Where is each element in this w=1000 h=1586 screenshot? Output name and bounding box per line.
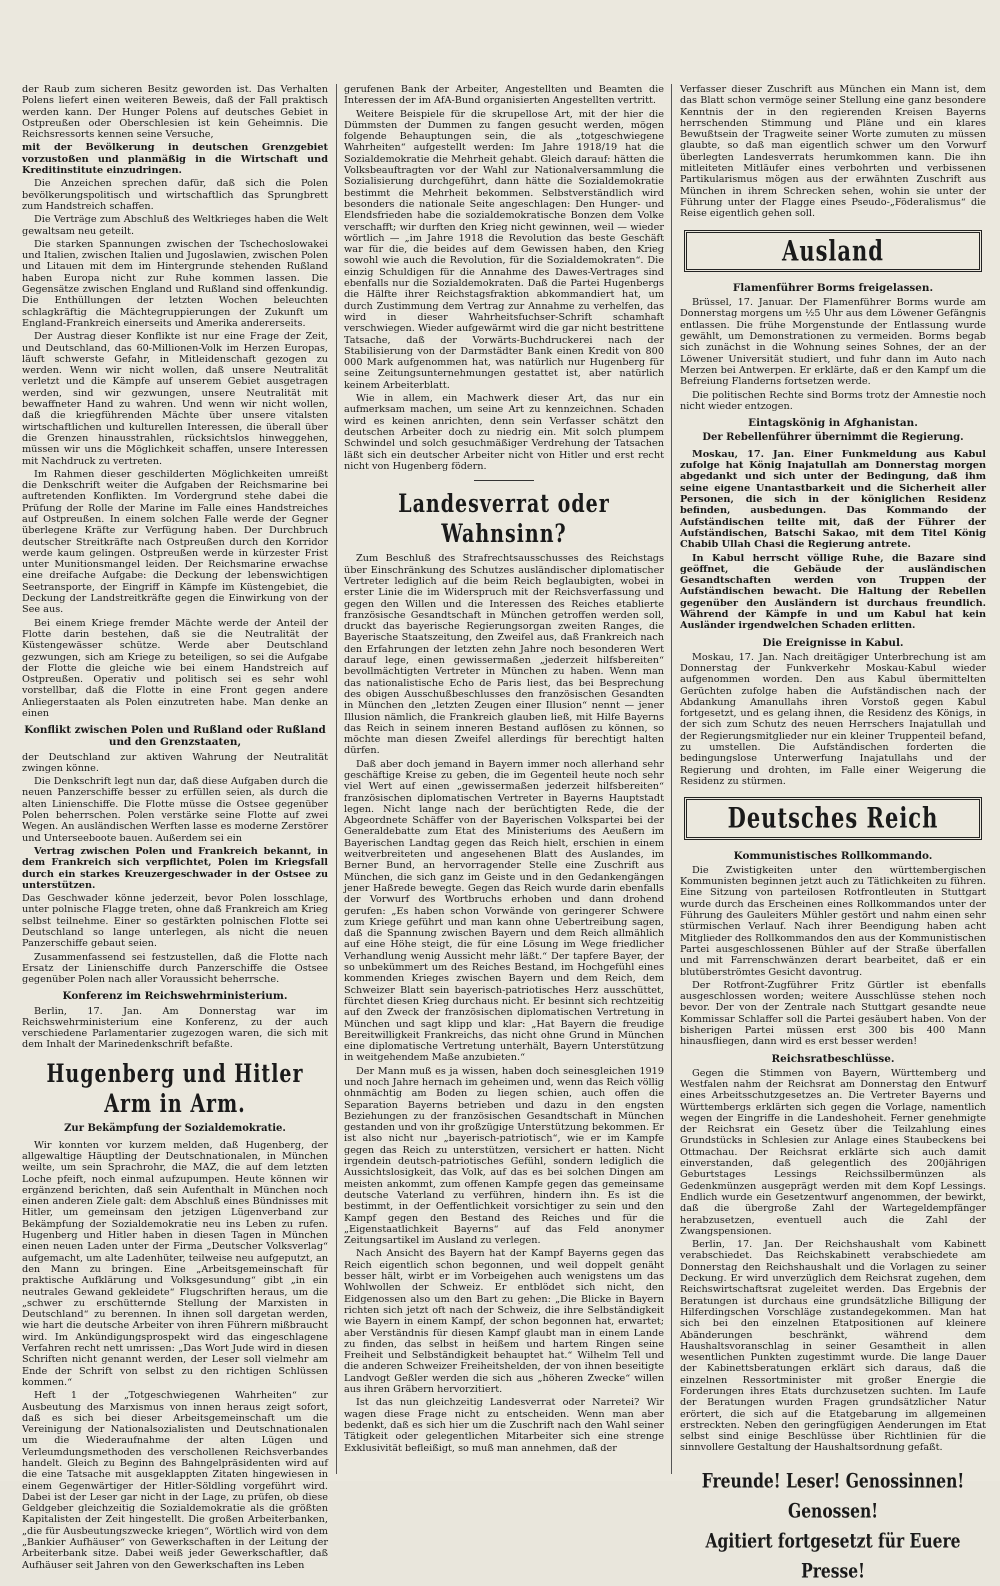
subheading: Konflikt zwischen Polen und Rußland oder Rußland und den Grenzstaaten, [24, 724, 326, 749]
column-rule [671, 84, 672, 1474]
section-header: Deutsches Reich [727, 800, 939, 835]
paragraph: Heft 1 der „Totgeschwiegenen Wahrheiten“ zur Ausbeutung des Marxismus von innen heraus zeigt sofort, daß es sich bei dieser Arbeitsgemeinschaft um die Vereinigung der Nationalsozialisten und Deutschnationalen um die Wiederaufnahme der alten Lügen und Verleumdungsmethoden des verschollenen Reichsverbandes handelt. Gleich zu Beginn des Bahngelpräsidenten wird auf die eine Tatsache mit ausgeklappten Zitaten hingewiesen in einem Gegenwärtiger der Hitler-Söldling vorgeführt wird. Dabei ist der Leser gar nicht in der Lage, zu prüfen, ob diese Geldgeber gleichzeitig die Sozialdemokratie als die größten Kapitalisten der Zeit hingestellt. Die großen Arbeiterbanken, „die für Ausbeutungszwecke kriegen“, Wörtlich wird von dem „Bankier Aufhäuser“ von Gewerkschaften in der Leitung der Arbeiterbank sitze. Dabei weiß jeder Gewerkschaftler, daß Aufhäuser seit Jahren von den Gewerkschaften ins Leben [22, 1390, 328, 1571]
paragraph: der Deutschland zur aktiven Wahrung der Neutralität zwingen könne. [22, 751, 328, 774]
subheading: Die Ereignisse in Kabul. [762, 636, 904, 649]
paragraph: Wie in allem, ein Machwerk dieser Art, das nur ein aufmerksam machen, um seine Art zu kennzeichnen. Schaden wird es keinen anrichten, denn sein Verfasser schätzt den deutschen Arbeiter doch zu niedrig ein. Mit solch plumpem Schwindel und solch gesuchmäßiger Verdrehung der Tatsachen läßt sich ein deutscher Arbeiter nicht von Hitler und erst recht nicht von Hugenberg födern. [344, 393, 664, 472]
paragraph: Ist das nun gleichzeitig Landesverrat oder Narretei? Wir wagen diese Frage nicht zu entscheiden. Wenn man aber bedenkt, daß es sich hier um die Zuschrift nach den Wahl seiner Tätigkeit oder gelegentlichen Mitarbeiter sich eine strenge Exklusivität befleißigt, so muß man annehmen, daß der [344, 1397, 664, 1454]
paragraph: Berlin, 17. Jan. Am Donnerstag war im Reichswehrministerium eine Konferenz, zu der auch verschiedene Parlamentarier zugezogen waren, die sich mit dem Inhalt der Marinedenkschrift befaßte. [22, 1005, 328, 1051]
article-title: Hugenberg und Hitler Arm in Arm. [46, 1059, 304, 1119]
paragraph: Im Rahmen dieser geschilderten Möglichkeiten umreißt die Denkschrift weiter die Aufgaben der Reichsmarine bei auftretenden Konflikten. Im Vordergrund stehe dabei die Prüfung der Rolle der Marine im Falle eines Handstreiches auf Ostpreußen. In einem solchen Falle werde der Gegner überlegene Kräfte zur Verfügung haben. Der Durchbruch deutscher Streitkräfte nach Ostpreußen durch den Korridor werde kaum gelingen. Ostpreußen werde in kürzester Frist unter Munitionsmangel leiden. Der Reichsmarine erwachse eine dreifache Aufgabe: die Deckung der lebenswichtigen Seetransporte, der Eingriff in Kämpfe im Küstengebiet, die Deckung der Landstreitkräfte gegen die Einwirkung von der See aus. [22, 468, 328, 616]
subheading: Flamenführer Borms freigelassen. [732, 282, 934, 295]
section-header: Ausland [782, 232, 884, 267]
article-title: Landesverrat oder Wahnsinn? [398, 489, 610, 549]
subheading: Kommunistisches Rollkommando. [733, 849, 933, 862]
paragraph: Zum Beschluß des Strafrechtsausschusses des Reichstags über Einschränkung des Schutzes ausländischer diplomatischer Vertreter lediglich auf die beim Reich beglaubigten, wobei in erster Linie die im Widerspruch mit der Reichsverfassung und gegen den Willen und die Interessen des Reiches etablierte französische Gesandtschaft in München getroffen werden soll, druckt das bayerische Regierungsorgan zweiten Ranges, die Bayerische Staatszeitung, den Zweifel aus, daß Frankreich nach den Erfahrungen der letzten zehn Jahre noch besonderen Wert darauf lege, einen gewissermaßen „jederzeit hilfsbereiten“ bevollmächtigten Vertreter in München zu haben. Wenn man das nationalistische Echo de Paris liest, das bei Besprechung des obigen Ausschußbeschlusses den französischen Gesandten in München den „letzten Zeugen einer Illusion“ nennt — jener Illusion nämlich, die Frankreich glauben ließ, mit Hilfe Bayerns das Reich in seinem inneren Bestand auflösen zu können, so möchte man diesen Zweifel allerdings für berechtigt halten dürfen. [344, 553, 664, 757]
column-middle [344, 84, 664, 1474]
subheading: Reichsratbeschlüsse. [771, 1052, 895, 1065]
paragraph: Wir konnten vor kurzem melden, daß Hugenberg, der allgewaltige Häuptling der Deutschnationalen, in München weilte, um sein Sprachrohr, die MAZ, die auf dem letzten Loche pfeift, noch einmal aufzupumpen. Heute können wir ergänzend berichten, daß sein Aufenthalt in München noch einen anderen Ziele galt: dem Abschluß eines Bündnisses mit Hitler, um gemeinsam den jetzigen Lügenverband zur Bekämpfung der Sozialdemokratie neu ins Leben zu rufen. Hugenberg und Hitler haben in diesen Tagen in München einen neuen Laden unter der Firma „Deutscher Volksverlag“ aufgemacht, um alte Ladenhüter, teilweise neu aufgeputzt, an den Mann zu bringen. Eine „Arbeitsgemeinschaft für praktische Aufklärung und Volksgesundung“ gibt „in ein neutrales Gewand gekleidete“ Flugschriften heraus, um die „schwer zu erschütternde Stellung der Marxisten in Deutschland“ zu berennen. In ihnen soll dargetan werden, wie hart die deutsche Arbeiter von ihren Führern mißbraucht wird. Im Ankündigungsprospekt wird das eingeschlagene Verfahren recht nett umrissen: „Das Wort Jude wird in diesen Schriften nicht genannt werden, der Leser soll vielmehr am Ende der Schrift von selbst zu den richtigen Schlüssen kommen.“ [22, 1139, 328, 1388]
paragraph: Weitere Beispiele für die skrupellose Art, mit der hier die Dümmsten der Dummen zu fangen gesucht werden, mögen folgende Behauptungen sein, die als „totgeschwiegene Wahrheiten“ aufgestellt werden: Im Jahre 1918/19 hat die Sozialdemokratie die Mehrheit gehabt. Gleich darauf: hätten die Volksbeauftragten vor der Wahl zur Nationalversammlung die Sozialisierung durchgeführt, dann hätte die Sozialdemokratie bestimmt die Mehrheit bekommen. Selbstverständlich wird besonders die nationale Seite angeschlagen: Den Hunger- und Elendsfrieden habe die sozialdemokratische Bonzen dem Volke verschafft; wir durften den Krieg nicht gewinnen, weil — wieder wörtlich — „im Jahre 1918 die Revolution das beste Geschäft war für die, die beides auf dem Gewissen haben, den Krieg sowohl wie auch die Revolution, für die Sozialdemokraten“. Die einzig Schuldigen für die Annahme des Dawes-Vertrages sind ebenfalls nur die Sozialdemokraten. Daß die Partei Hugenbergs die Hälfte ihrer Reichstagsfraktion abkommandiert hat, um durch Zustimmung dem Vertrag zur Annahme zu verhelfen, das wird in dieser Wahrheitsfuchser-Schrift schamhaft verschwiegen. Wieder aufgewärmt wird die gar nicht bestrittene Tatsache, daß der Vorwärts-Buchdruckerei nach der Stabilisierung von der Darmstädter Bank einen Kredit von 800 000 Mark aufgenommen hat, was natürlich nur Hugenberg für seine Zeitungsunternehmungen gestattet ist, aber natürlich keinem Arbeiterblatt. [344, 108, 664, 391]
paragraph: Zusammenfassend sei festzustellen, daß die Flotte nach Ersatz der Linienschiffe durch Panzerschiffe die Ostsee gegenüber Polen nach aller Voraussicht beherrsche. [22, 951, 328, 986]
paragraph: Daß aber doch jemand in Bayern immer noch allerhand sehr geschäftige Kreise zu geben, die im Gegenteil heute noch sehr viel Wert auf einen „gewissermaßen jederzeit hilfsbereiten“ französischen diplomatischen Vertreter in Bayerns Hauptstadt legen. Nicht lange nach der berüchtigten Rede, die der Abgeordnete Schäffer von der Bayerischen Volkspartei bei der Generaldebatte zum Etat des Ministeriums des Aeußern im Bayerischen Landtag gegen das Reich hielt, erschien in einem weitverbreiteten und angesehenen Blatt des Auslandes, im Berner Bund, an hervorragender Stelle eine Zuschrift aus München, die sich ganz im Geiste und in den Gedankengängen jener Haßrede bewegte. Gegen das Reich wurde darin ebenfalls der Vorwurf des Wortbruchs erhoben und dann drohend gerufen: „Es haben schon Vorwände von geringerer Schwere zum Kriege geführt und man kann ohne Uebertreibung sagen, daß die Spannung zwischen Bayern und dem Reich allmählich auf eine Höhe steigt, die für eine Lösung im Wege friedlicher Verhandlung wenig Aussicht mehr läßt.“ Der tapfere Bayer, der so unbekümmert um des Reiches Bestand, im Hochgefühl eines kommenden Krieges zwischen Bayern und dem Reich, dem Schweizer Blatt sein bayerisch-patriotisches Herz ausschüttet, fürchtet diesen Krieg durchaus nicht. Er besinnt sich rechtzeitig auf den Zweck der französischen diplomatischen Vertretung in München und sagt klipp und klar: „Hat Bayern die freudige Bereitwilligkeit Frankreichs, das nicht ohne Grund in München eine diplomatische Vertretung unterhält, Bayern Unterstützung in weitgehendem Maße anzubieten.“ [344, 758, 664, 1064]
separator [474, 480, 534, 481]
paragraph: Die Verträge zum Abschluß des Weltkrieges haben die Welt gewaltsam neu geteilt. [22, 214, 328, 237]
paragraph: der Raub zum sicheren Besitz geworden ist. Das Verhalten Polens liefert einen weiteren Beweis, daß der Fall praktisch werden kann. Der Hunger Polens auf deutsches Gebiet in Ostpreußen oder Oberschlesien ist kein Geheimnis. Die Reichsressorts kennen seine Versuche, [22, 84, 328, 141]
paragraph: Der Rotfront-Zugführer Fritz Gürtler ist ebenfalls ausgeschlossen worden; weitere Ausschlüsse stehen noch bevor. Der von der Zentrale nach Stuttgart gesandte neue Kommissar Schlaffer soll die Partei gesäubert haben. Von der bisherigen Partei müssen erst 300 bis 400 Mann hinausfliegen, dann wird es erst besser werden! [680, 979, 986, 1048]
column-right [680, 84, 986, 1583]
paragraph: Der Mann muß es ja wissen, haben doch seinesgleichen 1919 und noch Jahre hernach im geheimen und, wenn das Reich völlig ohnmächtig am Boden zu liegen schien, auch offen die Separation Bayerns betrieben und dazu in den engsten Beziehungen zu der französischen Gesandtschaft in München gestanden und von ihr großzügige Unterstützung bekommen. Er ist also nicht nur „bayerisch-patriotisch“, wie er im Kampfe gegen das Reich zu unterstützen, versichert er hatten. Nicht irgendein deutsch-patriotisches Gefühl, sondern lediglich die Aussichtslosigkeit, das Volk, auf das es bei solchen Dingen am meisten ankommt, zum offenen Kampfe gegen das gemeinsame deutsche Vaterland zu verführen, hindern ihn. Es ist die bestimmt, in der Oeffentlichkeit vorsichtiger zu sein und den Kampf gegen den Bestand des Reiches und für die „Eigenstaatlichkeit Bayerns“ auf das Feld anonymer Zeitungsartikel im Ausland zu verlegen. [344, 1065, 665, 1247]
paragraph-bold: In Kabul herrscht völlige Ruhe, die Bazare sind geöffnet, die Gebäude der ausländischen Gesandtschaften werden von Truppen der Aufständischen bewacht. Die Haltung der Rebellen gegenüber den Ausländern ist durchaus freundlich. Während der Kämpfe in und um Kabul hat kein Ausländer irgendwelchen Schaden erlitten. [680, 552, 986, 632]
paragraph: Die Zwistigkeiten unter den württembergischen Kommunisten beginnen jetzt auch zu Tätlichkeiten zu führen. Eine Sitzung von parteilosen Rotfrontleuten in Stuttgart wurde durch das Erscheinen eines Rollkommandos unter der Führung des Gauleiters Mühler gestört und nahm einen sehr stürmischen Verlauf. Nach ihrer Beendigung haben acht Mitglieder des Rollkommandos den aus der Kommunistischen Partei ausgeschlossenen Bühler auf der Straße überfallen und mit Farrenschwänzen derart bearbeitet, daß er ein blutüberströmtes Gesicht davontrug. [680, 864, 986, 978]
paragraph: Die Anzeichen sprechen dafür, daß sich die Polen bevölkerungspolitisch und wirtschaftlich das Sprungbrett zum Handstreich schaffen. [22, 178, 328, 212]
paragraph: Verfasser dieser Zuschrift aus München ein Mann ist, dem das Blatt schon vermöge seiner Stellung eine ganz besondere Kenntnis der in den regierenden Kreisen Bayerns herrschenden Stimmung und Pläne und ein klares Bewußtsein der Tragweite seiner Worte zumuten zu müssen glaubte, so daß man eigentlich schwer um den Vorwurf überlegten Landesverrats herumkommen kann. Die ihn mitleiteten Mitläufer eines verbohrten und verbissenen Partikularismus mögen aus der erwähnten Zuschrift aus München in ihrem Schrecken sehen, wohin sie unter der Führung unter der Flagge eines Pseudo-„Föderalismus“ die Reise eigentlich gehen soll. [680, 84, 986, 220]
paragraph: Berlin, 17. Jan. Der Reichshaushalt vom Kabinett verabschiedet. Das Reichskabinett verabschiedete am Donnerstag den Reichshaushalt und die Vorlagen zu seiner Deckung. Er wird unverzüglich dem Reichsrat zugehen, dem Reichswirtschaftsrat zugeleitet werden. Das Ergebnis der Beratungen ist durchaus eine grundsätzliche Billigung der Hilferdingschen Vorschläge zustandegekommen. Man hat sich bei den einzelnen Etatpositionen auf kleinere Abänderungen beschränkt, während dem Haushaltsvoranschlag in seiner Gesamtheit in allen wesentlichen Punkten zugestimmt wurde. Die lange Dauer der Kabinettsberatungen erklärt sich daraus, daß die einzelnen Ressortminister mit großer Energie die Forderungen ihres Etats durchzusetzen suchten. Im Laufe der Beratungen wurden Fragen grundsätzlicher Natur erörtert, die sich auf die Etatgebarung im allgemeinen erstreckten. Neben den geringfügigen Aenderungen im Etat selbst sind einige Beschlüsse über Richtlinien für die sinnvollere Gestaltung der Haushaltsordnung gefaßt. [680, 1239, 986, 1454]
article-subtitle: Zur Bekämpfung der Sozialdemokratie. [64, 1123, 286, 1135]
column-rule [336, 84, 337, 1474]
paragraph: Gegen die Stimmen von Bayern, Württemberg und Westfalen nahm der Reichsrat am Donnerstag den Entwurf eines Arbeitsschutzgesetzes an. Die Vertreter Bayerns und Württembergs erklärten sich gegen die Vorlage, namentlich wegen der Eingriffe in die Landeshoheit. Ferner genehmigte der Reichsrat ein Gesetz über die Teilzahlung eines Grundstücks in Schlesien zur Anlage eines Staubeckens bei Ottmachau. Der Reichsrat erklärte sich auch damit einverstanden, daß gelegentlich des 200jährigen Geburtstages Lessings Reichssilbermünzen als Gedenkmünzen ausgeprägt werden mit dem Kopf Lessings. Endlich wurde ein Gesetzentwurf angenommen, der bewirkt, daß die übergroße Zahl der Wartegeldempfänger herabzusetzen, eventuell auch die Zahl der Zwangspensionen. [680, 1067, 986, 1237]
paragraph: Brüssel, 17. Januar. Der Flamenführer Borms wurde am Donnerstag morgens um ½5 Uhr aus dem Löwener Gefängnis entlassen. Die frühe Morgenstunde der Entlassung wurde gewählt, um Demonstrationen zu vermeiden. Borms begab sich zunächst in die Wohnung seines Sohnes, der an der Löwener Universität studiert, und fuhr dann im Auto nach Merzen bei Antwerpen. Er erklärte, daß er den Kampf um die Befreiung Flanderns fortsetzen werde. [680, 297, 986, 388]
paragraph: Moskau, 17. Jan. Nach dreitägiger Unterbrechung ist am Donnerstag der Funkverkehr Moskau-Kabul wieder aufgenommen worden. Den aus Kabul übermittelten Gerüchten zufolge haben die Aufständischen nach der Abdankung Amanullahs ihren Vorstoß gegen Kabul fortgesetzt, und es gelang ihnen, die Residenz des Königs, in der sich zum Schutz des neuen Herrschers Inajatullah und der Regierungsmitglieder nur ein kleiner Truppenteil befand, zu umstellen. Die Aufständischen forderten die bedingungslose Unterwerfung Inajatullahs und der Regierung und drohten, im Falle einer Weigerung die Residenz zu stürmen. [680, 651, 986, 787]
paragraph: Die starken Spannungen zwischen der Tschechoslowakei und Italien, zwischen Italien und Jugoslawien, zwischen Polen und Litauen mit dem im Hintergrunde stehenden Rußland haben Europa nicht zur Ruhe kommen lassen. Die Gegensätze zwischen England und Rußland sind offenkundig. Die Enthüllungen der letzten Wochen beleuchten schlagkräftig die Mächtegruppierungen der Zukunft um England-Frankreich einerseits und Amerika andererseits. [22, 238, 328, 329]
section-header-box [684, 230, 982, 272]
section-header-box [684, 797, 982, 839]
paragraph: Die Denkschrift legt nun dar, daß diese Aufgaben durch die neuen Panzerschiffe besser zu erfüllen seien, als durch die alten Linienschiffe. Die Flotte müsse die Ostsee gegenüber Polen beherrschen. Polen verstärke seine Flotte auf zwei Wegen. An ausländischen Werften lasse es moderne Zerstörer und Unterseeboote bauen. Außerdem sei ein [22, 776, 328, 844]
subheading: Konferenz im Reichswehrministerium. [62, 990, 288, 1003]
appeal-banner [680, 1466, 986, 1586]
column-left [22, 84, 328, 1571]
subheading: Eintagskönig in Afghanistan. [748, 417, 918, 430]
paragraph: Bei einem Kriege fremder Mächte werde der Anteil der Flotte darin bestehen, daß sie die Neutralität der Küstengewässer schütze. Werde aber Deutschland gezwungen, sich am Kriege zu beteiligen, so sei die Aufgabe der Flotte die gleiche wie bei einem Handstreich auf Ostpreußen. Operativ und politisch sei es sehr wohl vorstellbar, daß die Flotte in eine Front gegen andere Anliegerstaaten als Polen einzutreten habe. Man denke an einen [22, 617, 328, 720]
paragraph: gerufenen Bank der Arbeiter, Angestellten und Beamten die Interessen der im AfA-Bund organisierten Angestellten vertritt. [344, 84, 664, 107]
paragraph-bold: mit der Bevölkerung in deutschen Grenzgebiet vorzustoßen und planmäßig in die Wirtschaft und Kreditinstitute einzudringen. [22, 142, 328, 177]
paragraph-bold: Moskau, 17. Jan. Einer Funkmeldung aus Kabul zufolge hat König Inajatullah am Donnerstag morgen abgedankt und sich unter der Bedingung, daß ihm seine eigene Unantastbarkeit und die Sicherheit aller Personen, die sich in der königlichen Residenz befinden, ausbedungen. Das Kommando der Aufständischen teilte mit, daß der Führer der Aufständischen, Batschi Sakao, mit dem Titel König Chabib Ullah Chasi die Regierung antrete. [680, 448, 986, 551]
paragraph: Nach Ansicht des Bayern hat der Kampf Bayerns gegen das Reich eigentlich schon begonnen, und weil doppelt genäht besser hält, wirbt er im Vorbeigehen auch wenigstens um das Wohlwollen der Schweiz. Er entblödet sich nicht, den Eidgenossen also um den Bart zu gehen: „Die Blicke in Bayern richten sich jetzt oft nach der Schweiz, die ihre Selbständigkeit wie Bayern in einem Kampf, der schon begonnen hat, erwartet; aber Verständnis für diesen Kampf glaubt man in einem Lande zu finden, das selbst in heißem und hartem Ringen seine Freiheit und Selbständigkeit behauptet hat.“ Wilhelm Tell und die anderen Schweizer Freiheitshelden, der von ihnen beseitigte Landvogt Geßler werden die sich aus „höheren Zwecke“ willen aus ihren Gräbern hervorzitiert. [344, 1248, 664, 1396]
paragraph: Die politischen Rechte sind Borms trotz der Amnestie noch nicht wieder entzogen. [680, 389, 986, 412]
subheading-secondary: Der Rebellenführer übernimmt die Regierung. [702, 432, 964, 444]
appeal-line: Freunde! Leser! Genossinnen! Genossen! [701, 1468, 965, 1523]
paragraph-bold: Vertrag zwischen Polen und Frankreich bekannt, in dem Frankreich sich verpflichtet, Polen im Kriegsfall durch ein starkes Kreuzergeschwader in der Ostsee zu unterstützen. [22, 845, 328, 891]
paragraph: Das Geschwader könne jederzeit, bevor Polen losschlage, unter polnische Flagge treten, ohne daß Frankreich am Krieg selbst teilnehme. Einer so gestärkten polnischen Flotte sei Deutschland so lange unterlegen, als nicht die neuen Panzerschiffe gebaut seien. [22, 893, 328, 950]
paragraph: Der Austrag dieser Konflikte ist nur eine Frage der Zeit, und Deutschland, das 60-Millionen-Volk im Herzen Europas, läuft schwerste Gefahr, in Mitleidenschaft gezogen zu werden. Wenn wir nicht wollen, daß unsere Neutralität verletzt und die Kämpfe auf unserem Gebiet ausgetragen werden, sind wir gezwungen, unsere Neutralität mit bewaffneter Hand zu wahren. Und wenn wir nicht wollen, daß die kriegführenden Mächte über unsere vitalsten wirtschaftlichen und kulturellen Interessen, die überall über die Grenzen hinausstrahlen, rücksichtslos hinweggehen, müssen wir uns die Möglichkeit schaffen, unsere Interessen mit Nachdruck zu vertreten. [22, 331, 328, 467]
appeal-line: Agitiert fortgesetzt für Euere Presse! [705, 1528, 961, 1583]
